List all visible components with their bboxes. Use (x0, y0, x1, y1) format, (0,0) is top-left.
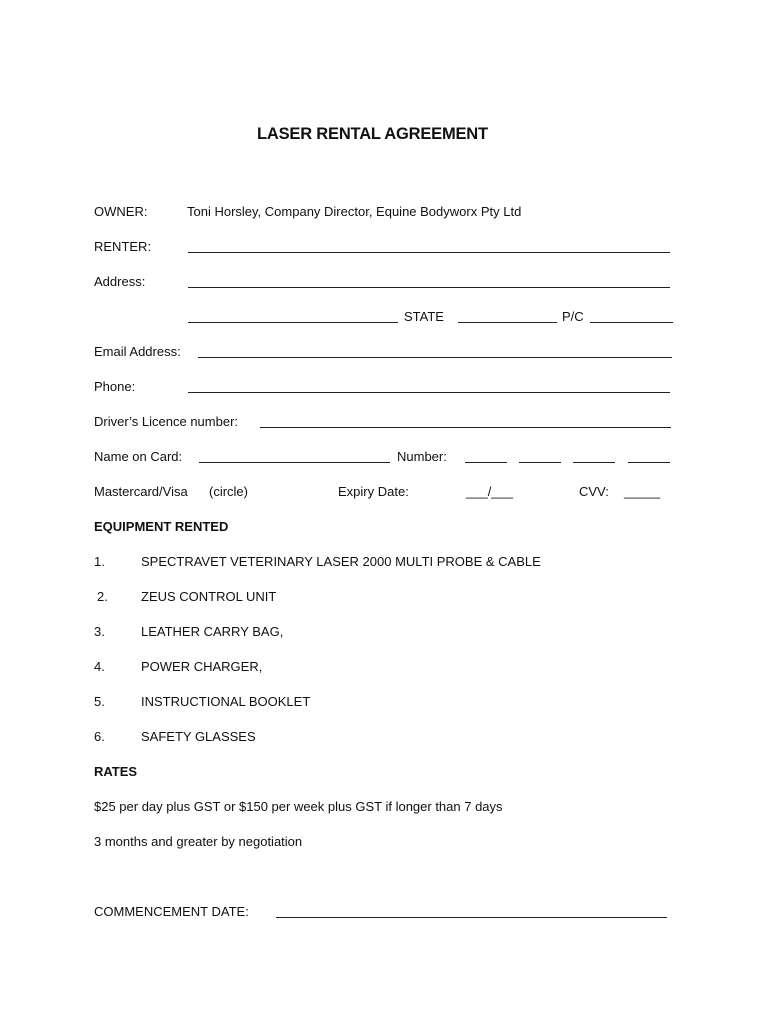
equipment-heading: EQUIPMENT RENTED (94, 519, 229, 534)
rates-line-2: 3 months and greater by negotiation (94, 834, 303, 849)
card-number-group-3[interactable] (573, 462, 615, 463)
address-label: Address: (94, 274, 146, 289)
commencement-date-label: COMMENCEMENT DATE: (94, 904, 249, 919)
list-item-number: 4. (94, 659, 105, 674)
card-number-label: Number: (397, 449, 447, 464)
commencement-date-field[interactable] (276, 917, 667, 918)
owner-value: Toni Horsley, Company Director, Equine Bodyworx Pty Ltd (187, 204, 522, 219)
list-item-number: 1. (94, 554, 105, 569)
state-field[interactable] (458, 322, 557, 323)
list-item-text: ZEUS CONTROL UNIT (141, 589, 277, 604)
card-number-group-4[interactable] (628, 462, 670, 463)
address-field[interactable] (188, 287, 670, 288)
name-on-card-field[interactable] (199, 462, 390, 463)
renter-label: RENTER: (94, 239, 152, 254)
list-item-number: 3. (94, 624, 105, 639)
owner-label: OWNER: (94, 204, 148, 219)
rates-heading: RATES (94, 764, 138, 779)
list-item-text: LEATHER CARRY BAG, (141, 624, 284, 639)
state-label: STATE (404, 309, 444, 324)
address-line-2-field[interactable] (188, 322, 398, 323)
list-item-number: 5. (94, 694, 105, 709)
postcode-field[interactable] (590, 322, 673, 323)
cvv-field[interactable]: _____ (624, 484, 661, 499)
card-number-group-2[interactable] (519, 462, 561, 463)
name-on-card-label: Name on Card: (94, 449, 183, 464)
licence-field[interactable] (260, 427, 671, 428)
list-item-text: INSTRUCTIONAL BOOKLET (141, 694, 311, 709)
email-field[interactable] (198, 357, 672, 358)
list-item-number: 2. (97, 589, 108, 604)
list-item-number: 6. (94, 729, 105, 744)
list-item-text: SAFETY GLASSES (141, 729, 256, 744)
card-type-label: Mastercard/Visa (94, 484, 188, 499)
expiry-date-field[interactable]: ___/___ (466, 484, 513, 499)
licence-label: Driver’s Licence number: (94, 414, 239, 429)
renter-field[interactable] (188, 252, 670, 253)
document-title: LASER RENTAL AGREEMENT (257, 125, 488, 143)
card-type-note: (circle) (209, 484, 248, 499)
postcode-label: P/C (562, 309, 584, 324)
rates-line-1: $25 per day plus GST or $150 per week plus GST if longer than 7 days (94, 799, 503, 814)
phone-label: Phone: (94, 379, 136, 394)
cvv-label: CVV: (579, 484, 609, 499)
list-item-text: SPECTRAVET VETERINARY LASER 2000 MULTI PROBE & CABLE (141, 554, 541, 569)
email-label: Email Address: (94, 344, 181, 359)
card-number-group-1[interactable] (465, 462, 507, 463)
phone-field[interactable] (188, 392, 670, 393)
expiry-date-label: Expiry Date: (338, 484, 409, 499)
list-item-text: POWER CHARGER, (141, 659, 263, 674)
